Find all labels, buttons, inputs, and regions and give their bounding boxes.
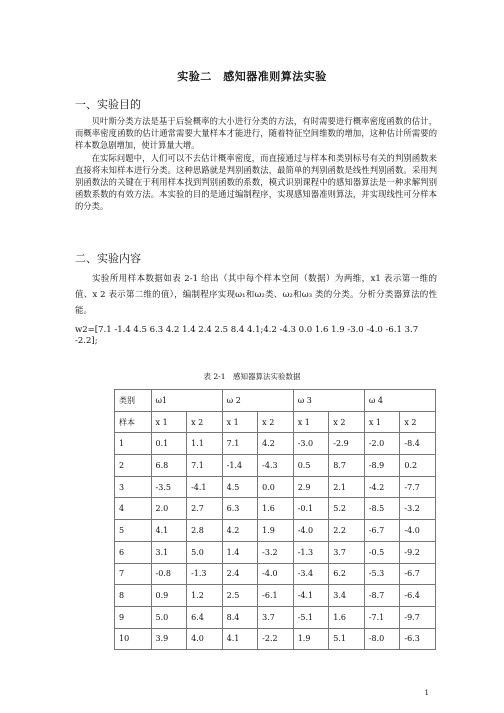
table-cell: -4.2 xyxy=(364,476,400,498)
table-cell: 1.2 xyxy=(187,585,223,607)
page-number: 1 xyxy=(424,689,429,697)
table-cell: 0.2 xyxy=(400,455,436,477)
table-cell: -6.4 xyxy=(400,585,436,607)
table-cell: 1.6 xyxy=(258,498,294,520)
table-cell: -6.7 xyxy=(400,563,436,585)
table-row xyxy=(115,628,436,650)
table-cell: -6.1 xyxy=(258,585,294,607)
table-cell: 0.1 xyxy=(151,433,187,455)
w2-data-line: w2=[7.1 -1.4 4.5 6.3 4.2 1.4 2.4 2.5 8.4 4.1;4.2 -4.3 0.0 1.6 1.9 -3.0 -4.0 -6.1 3.7 -2.2]; xyxy=(75,325,419,346)
feature-header: x 1 xyxy=(364,411,400,433)
sample-index-cell: 9 xyxy=(115,606,152,628)
table-cell: 0.5 xyxy=(293,455,329,477)
table-row xyxy=(115,455,436,477)
sample-label-cell: 样本 xyxy=(115,411,152,433)
feature-header: x 2 xyxy=(329,411,365,433)
table-cell: -8.9 xyxy=(364,455,400,477)
sample-index-cell: 10 xyxy=(115,628,152,650)
table-cell: 2.0 xyxy=(151,498,187,520)
section2-heading: 二、实验内容 xyxy=(75,252,141,265)
table-cell: -8.4 xyxy=(400,433,436,455)
table-cell: -2.2 xyxy=(258,628,294,650)
table-cell: -2.0 xyxy=(364,433,400,455)
table-cell: -0.5 xyxy=(364,541,400,563)
table-cell: -0.8 xyxy=(151,563,187,585)
sample-index-cell: 3 xyxy=(115,476,152,498)
feature-header: x 2 xyxy=(187,411,223,433)
table-cell: -8.0 xyxy=(364,628,400,650)
table-cell: -8.7 xyxy=(364,585,400,607)
sample-index-cell: 7 xyxy=(115,563,152,585)
table-cell: 4.2 xyxy=(222,520,258,542)
section1-paragraph-1: 贝叶斯分类方法是基于后验概率的大小进行分类的方法，有时需要进行概率密度函数的估计，而概率密度函数的估计通常需要大量样本才能进行，随着特征空间维数的增加，这种估计所需要的样本数急剧增加，使计算量大增。 xyxy=(75,116,437,151)
data-table xyxy=(114,389,436,650)
sample-index-cell: 4 xyxy=(115,498,152,520)
table-cell: -3.0 xyxy=(293,433,329,455)
table-cell: 4.2 xyxy=(258,433,294,455)
table-header-row-classes xyxy=(115,390,436,412)
table-cell: 4.1 xyxy=(222,628,258,650)
feature-header: x 1 xyxy=(293,411,329,433)
table-cell: -4.0 xyxy=(258,563,294,585)
table-cell: -1.3 xyxy=(293,541,329,563)
table-cell: 6.2 xyxy=(329,563,365,585)
table-cell: 3.7 xyxy=(258,606,294,628)
table-cell: 2.7 xyxy=(187,498,223,520)
table-cell: 1.4 xyxy=(222,541,258,563)
table-cell: -3.4 xyxy=(293,563,329,585)
feature-header: x 1 xyxy=(222,411,258,433)
table-cell: 4.5 xyxy=(222,476,258,498)
table-row xyxy=(115,606,436,628)
table-cell: -4.1 xyxy=(293,585,329,607)
class-header-3: ω 3 xyxy=(293,390,364,412)
table-cell: 2.4 xyxy=(222,563,258,585)
table-cell: -6.7 xyxy=(364,520,400,542)
table-cell: -6.3 xyxy=(400,628,436,650)
table-body xyxy=(115,433,436,650)
table-cell: 2.2 xyxy=(329,520,365,542)
table-cell: -7.1 xyxy=(364,606,400,628)
table-cell: 1.1 xyxy=(187,433,223,455)
feature-header: x 1 xyxy=(151,411,187,433)
table-cell: 6.3 xyxy=(222,498,258,520)
table-cell: 1.9 xyxy=(258,520,294,542)
table-cell: -2.9 xyxy=(329,433,365,455)
table-cell: 8.4 xyxy=(222,606,258,628)
table-cell: 5.0 xyxy=(151,606,187,628)
sample-index-cell: 5 xyxy=(115,520,152,542)
table-cell: -4.3 xyxy=(258,455,294,477)
table-cell: 1.6 xyxy=(329,606,365,628)
table-cell: 3.9 xyxy=(151,628,187,650)
table-cell: 4.0 xyxy=(187,628,223,650)
table-row xyxy=(115,563,436,585)
feature-header: x 2 xyxy=(400,411,436,433)
table-cell: 2.9 xyxy=(293,476,329,498)
table-header-row-features xyxy=(115,411,436,433)
table-cell: 6.4 xyxy=(187,606,223,628)
table-cell: -7.7 xyxy=(400,476,436,498)
table-cell: -3.2 xyxy=(258,541,294,563)
table-cell: 1.9 xyxy=(293,628,329,650)
section1-body xyxy=(75,115,437,213)
table-cell: 8.7 xyxy=(329,455,365,477)
section1-heading: 一、实验目的 xyxy=(75,98,141,111)
table-cell: 7.1 xyxy=(222,433,258,455)
sample-index-cell: 8 xyxy=(115,585,152,607)
table-cell: -1.3 xyxy=(187,563,223,585)
table-cell: -3.2 xyxy=(400,498,436,520)
document-title: 实验二 感知器准则算法实验 xyxy=(177,70,327,83)
table-cell: 0.9 xyxy=(151,585,187,607)
section2-paragraph-1: 实验所用样本数据如表 2-1 给出（其中每个样本空间（数据）为两维，x1 表示第一维的值、x 2 表示第二维的值），编制程序实现ω₁和ω₂类、ω₂和ω₃ 类的分类。分析分类器算法的性能。 xyxy=(75,274,437,316)
table-cell: 4.1 xyxy=(151,520,187,542)
table-row xyxy=(115,520,436,542)
table-cell: -0.1 xyxy=(293,498,329,520)
table-cell: -1.4 xyxy=(222,455,258,477)
table-row xyxy=(115,476,436,498)
table-cell: -4.1 xyxy=(187,476,223,498)
table-cell: -4.0 xyxy=(293,520,329,542)
section1-paragraph-2: 在实际问题中，人们可以不去估计概率密度，而直接通过与样本和类别标号有关的判别函数来直接将未知样本进行分类。这种思路就是判别函数法，最简单的判别函数是线性判别函数。采用判别函数法的关键在于利用样本找到判别函数的系数，模式识别课程中的感知器算法是一种求解判别函数系数的有效方法。本实验的目的是通过编制程序，实现感知器准则算法，并实现线性可分样本的分类。 xyxy=(75,152,437,212)
table-cell: 7.1 xyxy=(187,455,223,477)
table-cell: -3.5 xyxy=(151,476,187,498)
feature-header: x 2 xyxy=(258,411,294,433)
table-row xyxy=(115,498,436,520)
class-header-2: ω 2 xyxy=(222,390,293,412)
class-label-cell: 类别 xyxy=(115,390,152,412)
sample-index-cell: 1 xyxy=(115,433,152,455)
table-cell: -9.7 xyxy=(400,606,436,628)
table-cell: 2.1 xyxy=(329,476,365,498)
table-cell: 5.2 xyxy=(329,498,365,520)
table-cell: 5.0 xyxy=(187,541,223,563)
table-cell: 3.1 xyxy=(151,541,187,563)
class-header-1: ω1 xyxy=(151,390,222,412)
table-cell: 2.5 xyxy=(222,585,258,607)
class-header-4: ω 4 xyxy=(364,390,435,412)
section2-body xyxy=(75,271,437,319)
table-cell: -5.3 xyxy=(364,563,400,585)
table-cell: 2.8 xyxy=(187,520,223,542)
table-row xyxy=(115,585,436,607)
table-cell: 0.0 xyxy=(258,476,294,498)
table-cell: 5.1 xyxy=(329,628,365,650)
table-row xyxy=(115,541,436,563)
sample-index-cell: 2 xyxy=(115,455,152,477)
table-cell: -9.2 xyxy=(400,541,436,563)
table-cell: -5.1 xyxy=(293,606,329,628)
table-cell: -4.0 xyxy=(400,520,436,542)
table-cell: 6.8 xyxy=(151,455,187,477)
table-caption: 表 2-1 感知器算法实验数据 xyxy=(203,372,301,381)
table-cell: -8.5 xyxy=(364,498,400,520)
table-cell: 3.7 xyxy=(329,541,365,563)
table-cell: 3.4 xyxy=(329,585,365,607)
sample-index-cell: 6 xyxy=(115,541,152,563)
table-row xyxy=(115,433,436,455)
